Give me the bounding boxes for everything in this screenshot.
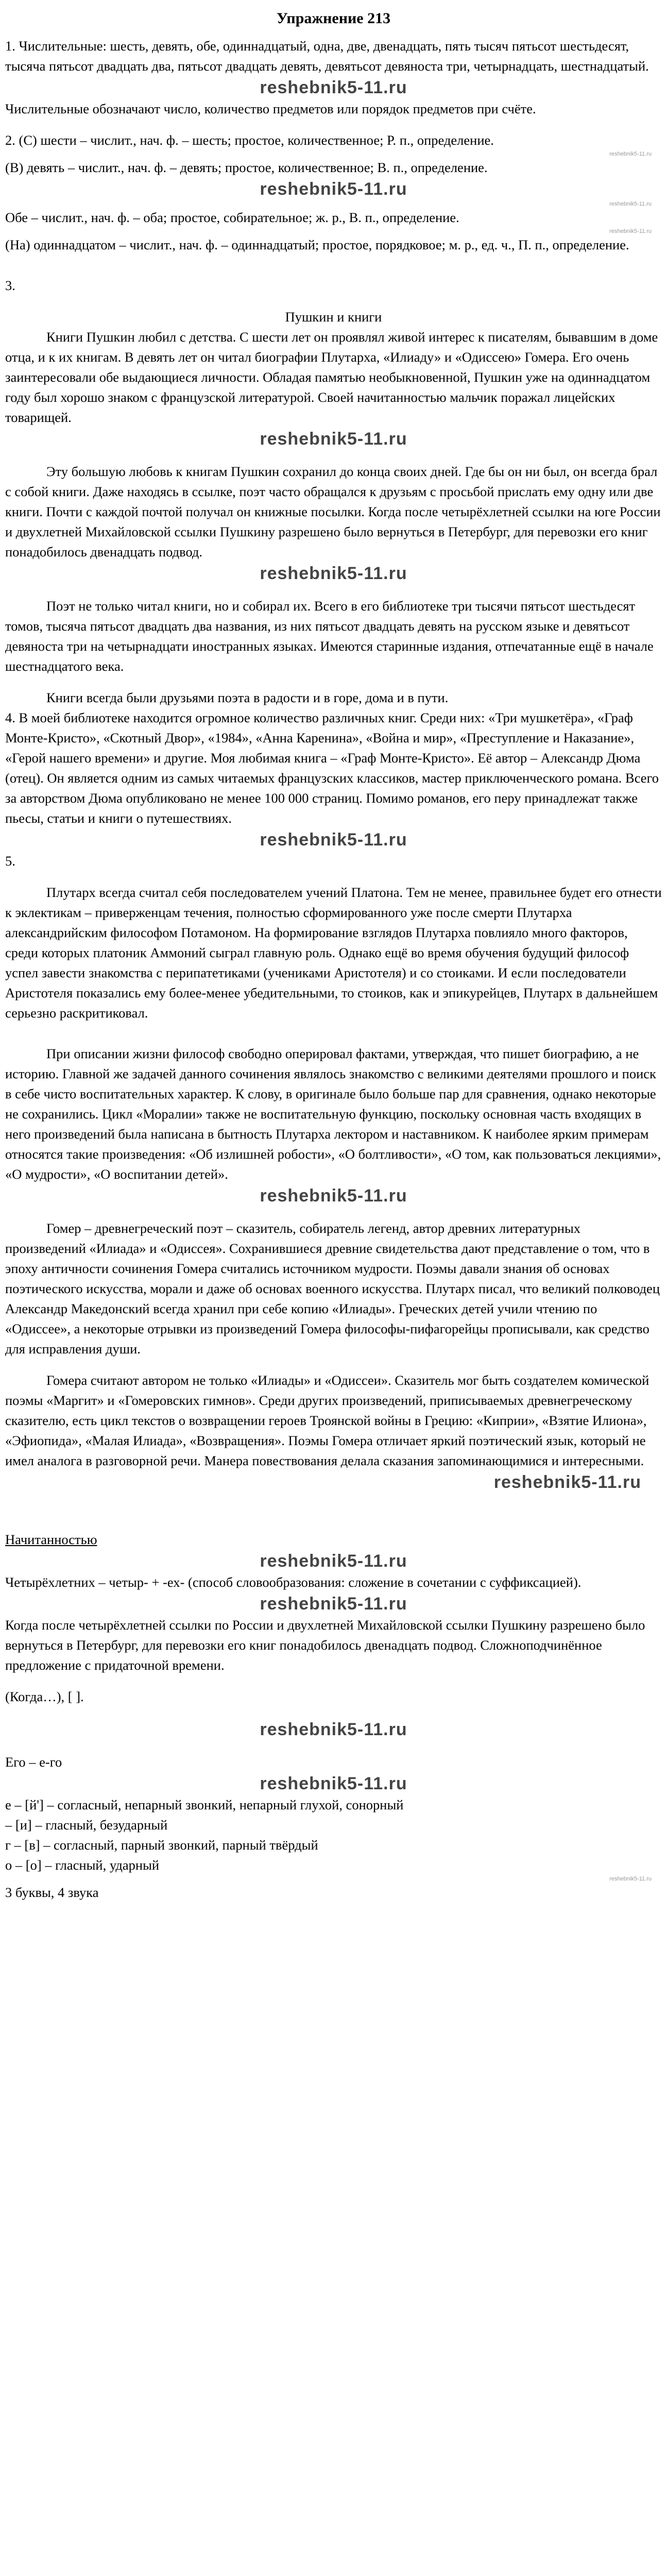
- watermark-small: reshebnik5-11.ru: [609, 201, 652, 207]
- watermark: reshebnik5-11.ru: [260, 830, 407, 850]
- watermark: reshebnik5-11.ru: [260, 78, 407, 97]
- s6-sentence: Когда после четырёхлетней ссылки по России и двухлетней Михайловской ссылки Пушкину разрешено было вернуться в Петербург, для перевозки его книг понадобилось двенадцать подвод. Сложноподчинённое предложение с придаточной времени.: [5, 1617, 645, 1673]
- s7-line-3: – [и] – гласный, безударный: [5, 1817, 168, 1833]
- watermark-small: reshebnik5-11.ru: [609, 1876, 652, 1882]
- s2-parse-3: Обе – числит., нач. ф. – оба; простое, собирательное; ж. р., В. п., определение.: [5, 210, 459, 225]
- watermark: reshebnik5-11.ru: [260, 564, 407, 583]
- s6-word-text: Начитанностью: [5, 1532, 97, 1547]
- watermark-small: reshebnik5-11.ru: [609, 151, 652, 157]
- s3-paragraph-4: Книги всегда были друзьями поэта в радости и в горе, дома и в пути.: [46, 690, 449, 705]
- s3-number: 3.: [5, 278, 15, 293]
- s3-paragraph-3: Поэт не только читал книги, но и собирал их. Всего в его библиотеке три тысячи пятьсот шестьдесят томов, тысяча пятьсот двадцать два названия, из них пятьсот двадцать девять на русском языке и девятьсот девяноста три на четырнадцати иностранных языках. Имеются старинные издания, отпечатанные ещё в начале шестнадцатого века.: [5, 598, 654, 674]
- s1-definition: Числительные обозначают число, количество предметов или порядок предметов при счёте.: [5, 101, 536, 116]
- watermark-small: reshebnik5-11.ru: [609, 228, 652, 234]
- s2-parse-4: (На) одиннадцатом – числит., нач. ф. – одиннадцатый; простое, порядковое; м. р., ед. ч., П. п., определение.: [5, 237, 629, 252]
- s5-paragraph-1: Плутарх всегда считал себя последователем учений Платона. Тем не менее, правильнее будет его отнести к эклектикам – приверженцам течения, полностью сформированного уже после смерти Плутарха александрийским философом Потамоном. На формирование взглядов Плутарха повлияло много факторов, среди которых платоник Аммоний сыграл главную роль. Однако ещё во время обучения будущий философ успел завести знакомства с перипатетиками (учениками Аристотеля) и со стоиками. И если последователи Аристотеля показались ему более-менее убедительными, то стоиков, как и эпикурейцев, Плутарх в дальнейшем серьезно раскритиковал.: [5, 885, 662, 1021]
- s5-number: 5.: [5, 853, 15, 869]
- s5-paragraph-3: Гомер – древнегреческий поэт – сказитель, собиратель легенд, автор древних литературных произведений «Илиада» и «Одиссея». Сохранившиеся древние свидетельства дают представление о том, что в эпоху античности сочинения Гомера считались источником мудрости. Поэмы давали знания об основах поэтического искусства, морали и даже об основах военного искусства. Плутарх писал, что великий полководец Александр Македонский всегда хранил при себе копию «Илиады». Греческих детей учили чтению по «Одиссее», а некоторые отрывки из произведений Гомера философы-пифагорейцы прописывали, как средство для исправления души.: [5, 1221, 660, 1357]
- s4-paragraph: 4. В моей библиотеке находится огромное количество различных книг. Среди них: «Три мушкетёра», «Граф Монте-Кристо», «Скотный Двор», «1984», «Анна Каренина», «Война и мир», «Преступление и Наказание», «Герой нашего времени» и другие. Моя любимая книга – «Граф Монте-Кристо». Её автор – Александр Дюма (отец). Он является одним из самых читаемых французских классиков, мастер приключенческого романа. Всего за авторством Дюма опубликовано не менее 100 000 страниц. Помимо романов, его перу принадлежат также пьесы, статьи и книги о путешествиях.: [5, 710, 659, 826]
- watermark: reshebnik5-11.ru: [260, 1774, 407, 1793]
- s7-line-5: о – [о] – гласный, ударный: [5, 1857, 160, 1873]
- s5-paragraph-4: Гомера считают автором не только «Илиады» и «Одиссеи». Сказитель мог быть создателем комической поэмы «Маргит» и «Гомеровских гимнов». Среди других произведений, приписываемых древнегреческому сказителю, есть цикл текстов о возвращении героев Троянской войны в Грецию: «Киприи», «Взятие Илиона», «Эфиопида», «Малая Илиада», «Возвращения». Поэмы Гомера отличает яркий поэтический язык, который не имел аналога в разговорной речи. Манера повествования делала сказания запоминающимися и интересными.: [5, 1372, 649, 1468]
- watermark: reshebnik5-11.ru: [260, 179, 407, 199]
- s6-word-formation: Четырёхлетних – четыр- + -ех- (способ словообразования: сложение в сочетании с суффиксацией).: [5, 1574, 582, 1590]
- s2-parse-2: (В) девять – числит., нач. ф. – девять; простое, количественное; В. п., определение.: [5, 160, 488, 175]
- s1-numerals: 1. Числительные: шесть, девять, обе, одиннадцатый, одна, две, двенадцать, пять тысяч пятьсот шестьдесят, тысяча пятьсот двадцать два, пятьсот двадцать девять, девятьсот девяноста три, четырнадцать, шестнадцатый.: [5, 38, 649, 74]
- s7-line-1: Его – е-го: [5, 1754, 62, 1770]
- s2-parse-1: 2. (С) шести – числит., нач. ф. – шесть; простое, количественное; Р. п., определение.: [5, 132, 494, 148]
- s3-paragraph-1: Книги Пушкин любил с детства. С шести лет он проявлял живой интерес к писателям, бывавшим в доме отца, и к их книгам. В девять лет он читал биографии Плутарха, «Илиаду» и «Одиссею» Гомера. Его очень заинтересовали обе выдающиеся личности. Обладая памятью необыкновенной, Пушкин уже на одиннадцатом году был хорошо знаком с французской литературой. Своей начитанностью мальчик поражал лицейских товарищей.: [5, 329, 658, 425]
- watermark: reshebnik5-11.ru: [260, 429, 407, 449]
- s7-line-4: г – [в] – согласный, парный звонкий, парный твёрдый: [5, 1837, 318, 1853]
- watermark: reshebnik5-11.ru: [260, 1551, 407, 1571]
- s5-paragraph-2: При описании жизни философ свободно оперировал фактами, утверждая, что пишет биографию, а не историю. Главной же задачей данного сочинения являлось знакомство с великими деятелями прошлого и поиск в себе чисто воспитательных характер. К слову, в оригинале было больше пар для сравнения, однако некоторые не сохранились. Цикл «Моралии» также не воспитательную функцию, поскольку основная часть входящих в него произведений была написана в бытность Плутарха лектором и наставником. К наиболее ярким примерам относятся такие произведения: «Об излишней робости», «О болтливости», «О том, как пользоваться лекциями», «О мудрости», «О воспитании детей».: [5, 1046, 661, 1182]
- s7-line-6: 3 буквы, 4 звука: [5, 1885, 99, 1900]
- watermark: reshebnik5-11.ru: [260, 1594, 407, 1614]
- s3-paragraph-2: Эту большую любовь к книгам Пушкин сохранил до конца своих дней. Где бы он ни был, он всегда брал с собой книги. Даже находясь в ссылке, поэт часто обращался к друзьям с просьбой прислать ему одну или две книги. Почти с каждой почтой получал он книжные посылки. Когда после четырёхлетней ссылки на юге России и двухлетней Михайловской ссылки Пушкину разрешено было вернуться в Петербург, для перевозки его книг понадобилось двенадцать подвод.: [5, 464, 661, 560]
- s7-line-2: е – [й'] – согласный, непарный звонкий, непарный глухой, сонорный: [5, 1797, 404, 1812]
- watermark: reshebnik5-11.ru: [260, 1186, 407, 1206]
- watermark: reshebnik5-11.ru: [260, 1720, 407, 1739]
- s6-word: [5, 1530, 662, 1550]
- s6-scheme: (Когда…), [ ].: [5, 1689, 84, 1704]
- page-title: Упражнение 213: [276, 10, 391, 27]
- watermark: reshebnik5-11.ru: [493, 1472, 641, 1492]
- s3-heading: Пушкин и книги: [285, 309, 382, 325]
